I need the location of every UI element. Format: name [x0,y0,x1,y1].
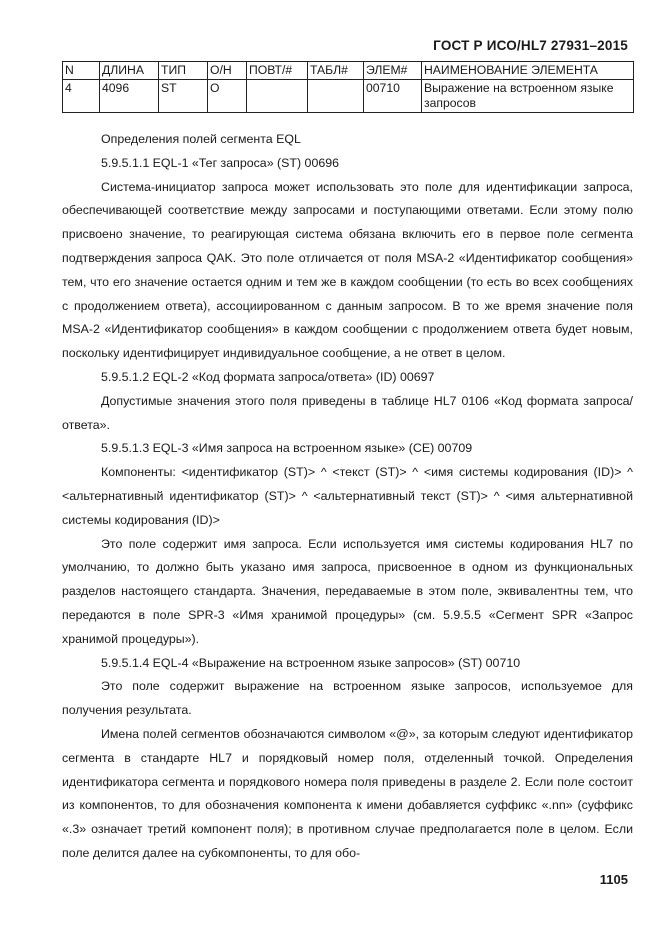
field-heading-eql-4: 5.9.5.1.4 EQL-4 «Выражение на встроенном языке запросов» (ST) 00710 [101,655,521,670]
body-text [62,128,633,866]
field-heading-eql-2: 5.9.5.1.2 EQL-2 «Код формата запроса/ответа» (ID) 00697 [101,369,435,384]
column-header-element-name: НАИМЕНОВАНИЕ ЭЛЕМЕНТА [422,62,634,80]
paragraph: Компоненты: <идентификатор (ST)> ^ <текст (ST)> ^ <имя системы кодирования (ID)> ^ <альтернативный идентификатор (ST)> ^ <альтернативный текст (ST)> ^ <имя альтернативной системы кодирования (ID)> [62,465,633,527]
page-number: 1105 [599,872,628,887]
field-heading-eql-3: 5.9.5.1.3 EQL-3 «Имя запроса на встроенном языке» (CE) 00709 [101,441,473,456]
column-header-table: ТАБЛ# [308,62,364,80]
paragraph: Допустимые значения этого поля приведены в таблице HL7 0106 «Код формата запроса/ответа». [62,393,633,432]
document-header: ГОСТ Р ИСО/HL7 27931–2015 [433,38,628,53]
cell-n: 4 [63,80,100,113]
paragraph: Имена полей сегментов обозначаются символом «@», за которым следуют идентификатор сегмента в стандарте HL7 и порядковый номер поля, отделенный точкой. Определения идентификатора сегмента и порядкового номера поля приведены в разделе 2. Если поле состоит из компонентов, то для обозначения компонента к имени добавляется суффикс «.nn» (суффикс «.3» означает третий компонент поля); в противном случае предполагается поле в целом. Если поле делится далее на субкомпоненты, то для обо- [62,726,633,860]
column-header-element: ЭЛЕМ# [364,62,422,80]
cell-repeat [247,80,308,113]
column-header-n: N [63,62,100,80]
cell-table [308,80,364,113]
section-heading: Определения полей сегмента EQL [101,132,301,146]
cell-element-name: Выражение на встроенном языке запросов [422,80,634,113]
cell-optionality: O [208,80,247,113]
column-header-type: ТИП [159,62,208,80]
segment-element-table [62,61,634,113]
column-header-optionality: О/Н [208,62,247,80]
table-header-row [63,62,634,80]
column-header-length: ДЛИНА [100,62,159,80]
paragraph: Система-инициатор запроса может использовать это поле для идентификации запроса, обеспечивающей соответствие между запросами и поступающими ответами. Если этому полю присвоено значение, то реагирующая система обязана включить его в первое поле сегмента подтверждения запроса QAK. Это поле отличается от поля MSA-2 «Идентификатор сообщения» тем, что его значение остается одним и тем же в каждом сообщении (то есть во всех сообщениях с продолжением ответа), ассоциированном с данным запросом. В то же время значение поля MSA-2 «Идентификатор сообщения» в каждом сообщении с продолжением ответа будет новым, поскольку идентифицирует индивидуальное сообщение, а не ответ в целом. [62,179,633,361]
cell-length: 4096 [100,80,159,113]
paragraph: Это поле содержит имя запроса. Если используется имя системы кодирования HL7 по умолчанию, то должно быть указано имя запроса, присвоенное в одном из функциональных разделов настоящего стандарта. Значения, передаваемые в этом поле, эквивалентны тем, что передаются в поле SPR-3 «Имя хранимой процедуры» (см. 5.9.5.5 «Сегмент SPR «Запрос хранимой процедуры»). [62,536,633,646]
field-heading-eql-1: 5.9.5.1.1 EQL-1 «Тег запроса» (ST) 00696 [101,155,340,170]
table-row [63,80,634,113]
cell-type: ST [159,80,208,113]
paragraph: Это поле содержит выражение на встроенном языке запросов, используемое для получения результата. [62,679,633,718]
cell-element: 00710 [364,80,422,113]
column-header-repeat: ПОВТ/# [247,62,308,80]
